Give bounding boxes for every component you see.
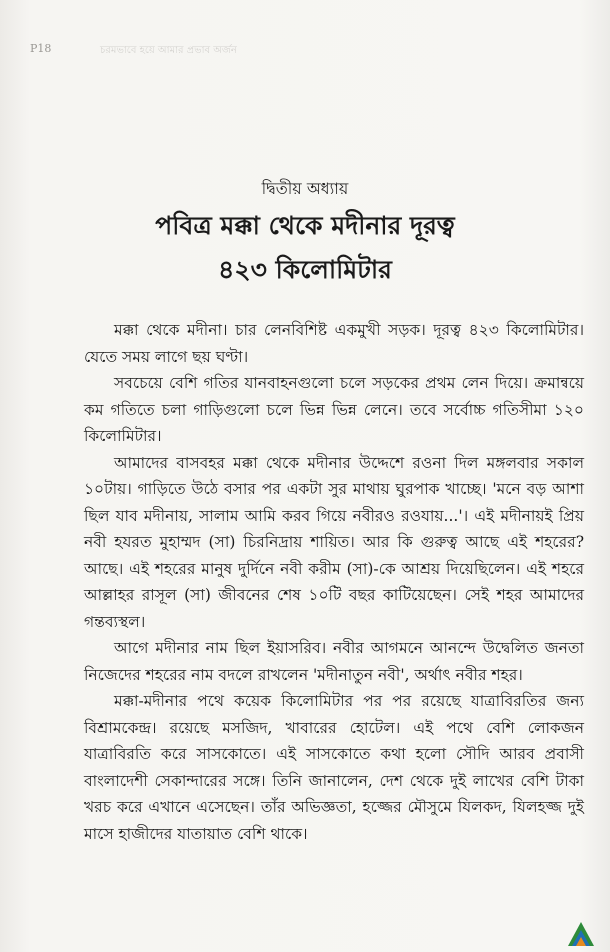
publisher-logo-icon bbox=[566, 920, 596, 948]
chapter-title-line-1: পবিত্র মক্কা থেকে মদীনার দূরত্ব bbox=[155, 211, 455, 240]
paragraph: মক্কা থেকে মদীনা। চার লেনবিশিষ্ট একমুখী সড়ক। দূরত্ব ৪২৩ কিলোমিটার। যেতে সময় লাগে ছয় ঘণ্টা। bbox=[84, 321, 584, 366]
body-text bbox=[84, 317, 584, 847]
chapter-title-line-2: ৪২৩ কিলোমিটার bbox=[218, 255, 392, 284]
paragraph: মক্কা-মদীনার পথে কয়েক কিলোমিটার পর পর রয়েছে যাত্রাবিরতির জন্য বিশ্রামকেন্দ্র। রয়েছে মসজিদ, খাবারের হোটেল। এই পথে বেশি লোকজন যাত্রাবিরতি করে সাসকোতে। এই সাসকোতে কথা হলো সৌদি আরব প্রবাসী বাংলাদেশী সেকান্দারের সঙ্গে। তিনি জানালেন, দেশ থেকে দুই লাখের বেশি টাকা খরচ করে এখানে এসেছেন। তাঁর অভিজ্ঞতা, হজ্জের মৌসুমে যিলকদ, যিলহজ্জ দুই মাসে হাজীদের যাতায়াত বেশি থাকে। bbox=[84, 692, 584, 843]
paragraph: সবচেয়ে বেশি গতির যানবাহনগুলো চলে সড়কের প্রথম লেন দিয়ে। ক্রমান্বয়ে কম গতিতে চলা গাড়িগুলো চলে ভিন্ন ভিন্ন লেনে। তবে সর্বোচ্চ গতিসীমা ১২০ কিলোমিটার। bbox=[84, 374, 584, 445]
paragraph: আমাদের বাসবহর মক্কা থেকে মদীনার উদ্দেশে রওনা দিল মঙ্গলবার সকাল ১০টায়। গাড়িতে উঠে বসার পর একটা সুর মাথায় ঘুরপাক খাচ্ছে। 'মনে বড় আশা ছিল যাব মদীনায়, সালাম আমি করব গিয়ে নবীরও রওযায়...'। এই মদীনায়ই প্রিয় নবী হযরত মুহাম্মদ (সা) চিরনিদ্রায় শায়িত। আর কি গুরুত্ব আছে এই শহরের? আছে। এই শহরের মানুষ দুর্দিনে নবী করীম (সা)-কে আশ্রয় দিয়েছিলেন। এই শহরে আল্লাহর রাসূল (সা) জীবনের শেষ ১০টি বছর কাটিয়েছেন। সেই শহর আমাদের গন্তব্যস্থল। bbox=[84, 453, 584, 631]
page-number: P18 bbox=[30, 42, 52, 55]
chapter-label: দ্বিতীয় অধ্যায় bbox=[261, 179, 349, 198]
paragraph: আগে মদীনার নাম ছিল ইয়াসরিব। নবীর আগমনে আনন্দে উদ্বেলিত জনতা নিজেদের শহরের নাম বদলে রাখলেন 'মদীনাতুন নবী', অর্থাৎ নবীর শহর। bbox=[84, 639, 584, 684]
show-through-header: চরমভাবে হয়ে আমার প্রভাব অর্জন bbox=[100, 45, 237, 56]
